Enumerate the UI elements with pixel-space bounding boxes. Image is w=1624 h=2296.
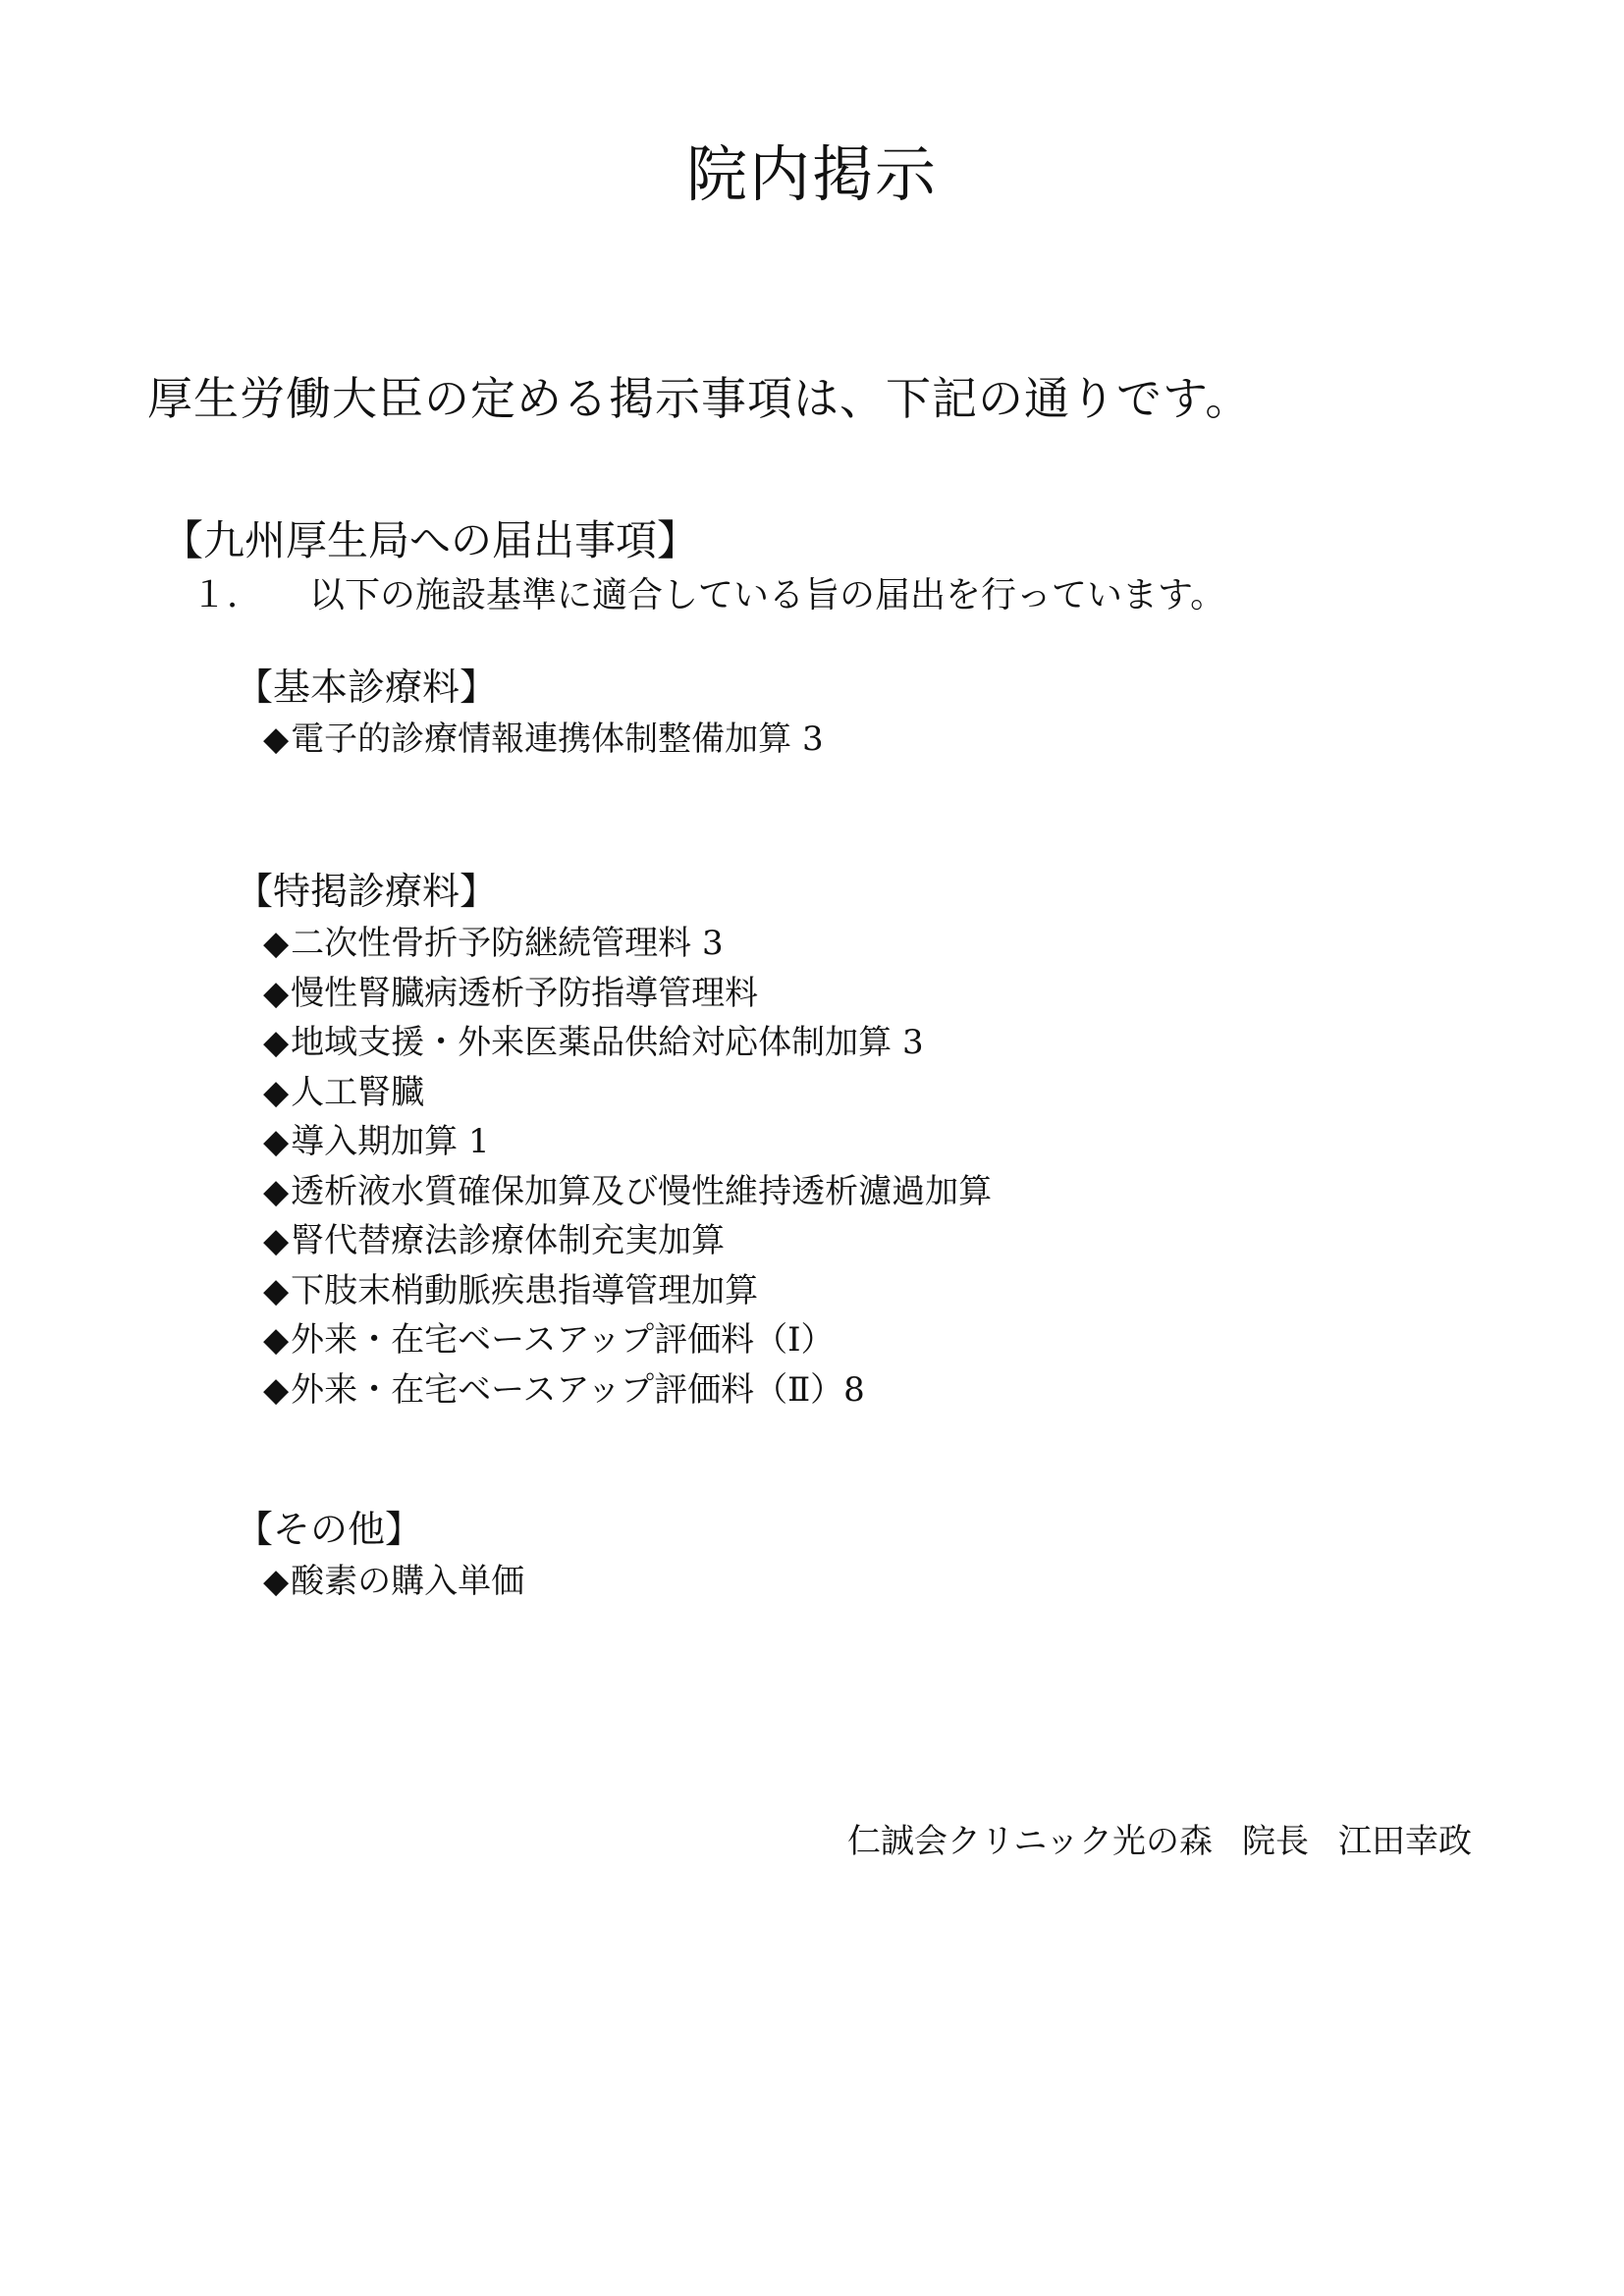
list-item: ◆人工腎臓 (263, 1068, 992, 1118)
list-item: ◆二次性骨折予防継続管理料 3 (263, 919, 992, 969)
group-item-list (236, 715, 824, 765)
list-item: ◆腎代替療法診療体制充実加算 (263, 1216, 992, 1266)
diamond-bullet-icon: ◆ (263, 1369, 290, 1410)
page-title: 院内掲示 (685, 138, 938, 210)
diamond-bullet-icon: ◆ (263, 1221, 290, 1260)
diamond-bullet-icon: ◆ (263, 1270, 290, 1310)
group-title: 【基本診療料】 (236, 666, 498, 709)
intro-text: 厚生労働大臣の定める掲示事項は、下記の通りです。 (147, 372, 1252, 425)
diamond-bullet-icon: ◆ (263, 1072, 290, 1112)
signer-name: 江田幸政 (1338, 1822, 1472, 1861)
item-number: １． (191, 575, 263, 615)
list-item: ◆地域支援・外来医薬品供給対応体制加算 3 (263, 1018, 992, 1068)
list-item: ◆酸素の購入単価 (263, 1557, 524, 1607)
diamond-bullet-icon: ◆ (263, 1562, 290, 1601)
diamond-bullet-icon: ◆ (263, 1023, 290, 1062)
diamond-bullet-icon: ◆ (263, 924, 290, 963)
group-item-list (236, 1557, 524, 1607)
numbered-item (191, 567, 1225, 617)
diamond-bullet-icon: ◆ (263, 720, 290, 759)
diamond-bullet-icon: ◆ (263, 1320, 290, 1360)
signature (847, 1814, 1472, 1862)
group-title: 【その他】 (236, 1508, 423, 1551)
list-item: ◆外来・在宅ベースアップ評価料（Ⅱ）8 (263, 1365, 992, 1415)
diamond-bullet-icon: ◆ (263, 1171, 290, 1211)
signer-position: 院長 (1242, 1822, 1309, 1861)
group-basic-fees (236, 660, 824, 765)
group-special-fees (236, 864, 992, 1415)
diamond-bullet-icon: ◆ (263, 973, 290, 1013)
list-item: ◆下肢末梢動脈疾患指導管理加算 (263, 1266, 992, 1316)
group-item-list (236, 919, 992, 1415)
diamond-bullet-icon: ◆ (263, 1122, 290, 1161)
list-item: ◆慢性腎臓病透析予防指導管理料 (263, 969, 992, 1019)
group-other (236, 1502, 524, 1607)
section-heading: 【九州厚生局への届出事項】 (162, 516, 699, 564)
list-item: ◆透析液水質確保加算及び慢性維持透析濾過加算 (263, 1167, 992, 1217)
item-text: 以下の施設基準に適合している旨の届出を行っています。 (309, 575, 1226, 615)
list-item: ◆外来・在宅ベースアップ評価料（Ⅰ） (263, 1315, 992, 1365)
list-item: ◆電子的診療情報連携体制整備加算 3 (263, 715, 824, 765)
group-title: 【特掲診療料】 (236, 870, 498, 913)
list-item: ◆導入期加算 1 (263, 1117, 992, 1167)
clinic-name: 仁誠会クリニック光の森 (847, 1822, 1213, 1861)
